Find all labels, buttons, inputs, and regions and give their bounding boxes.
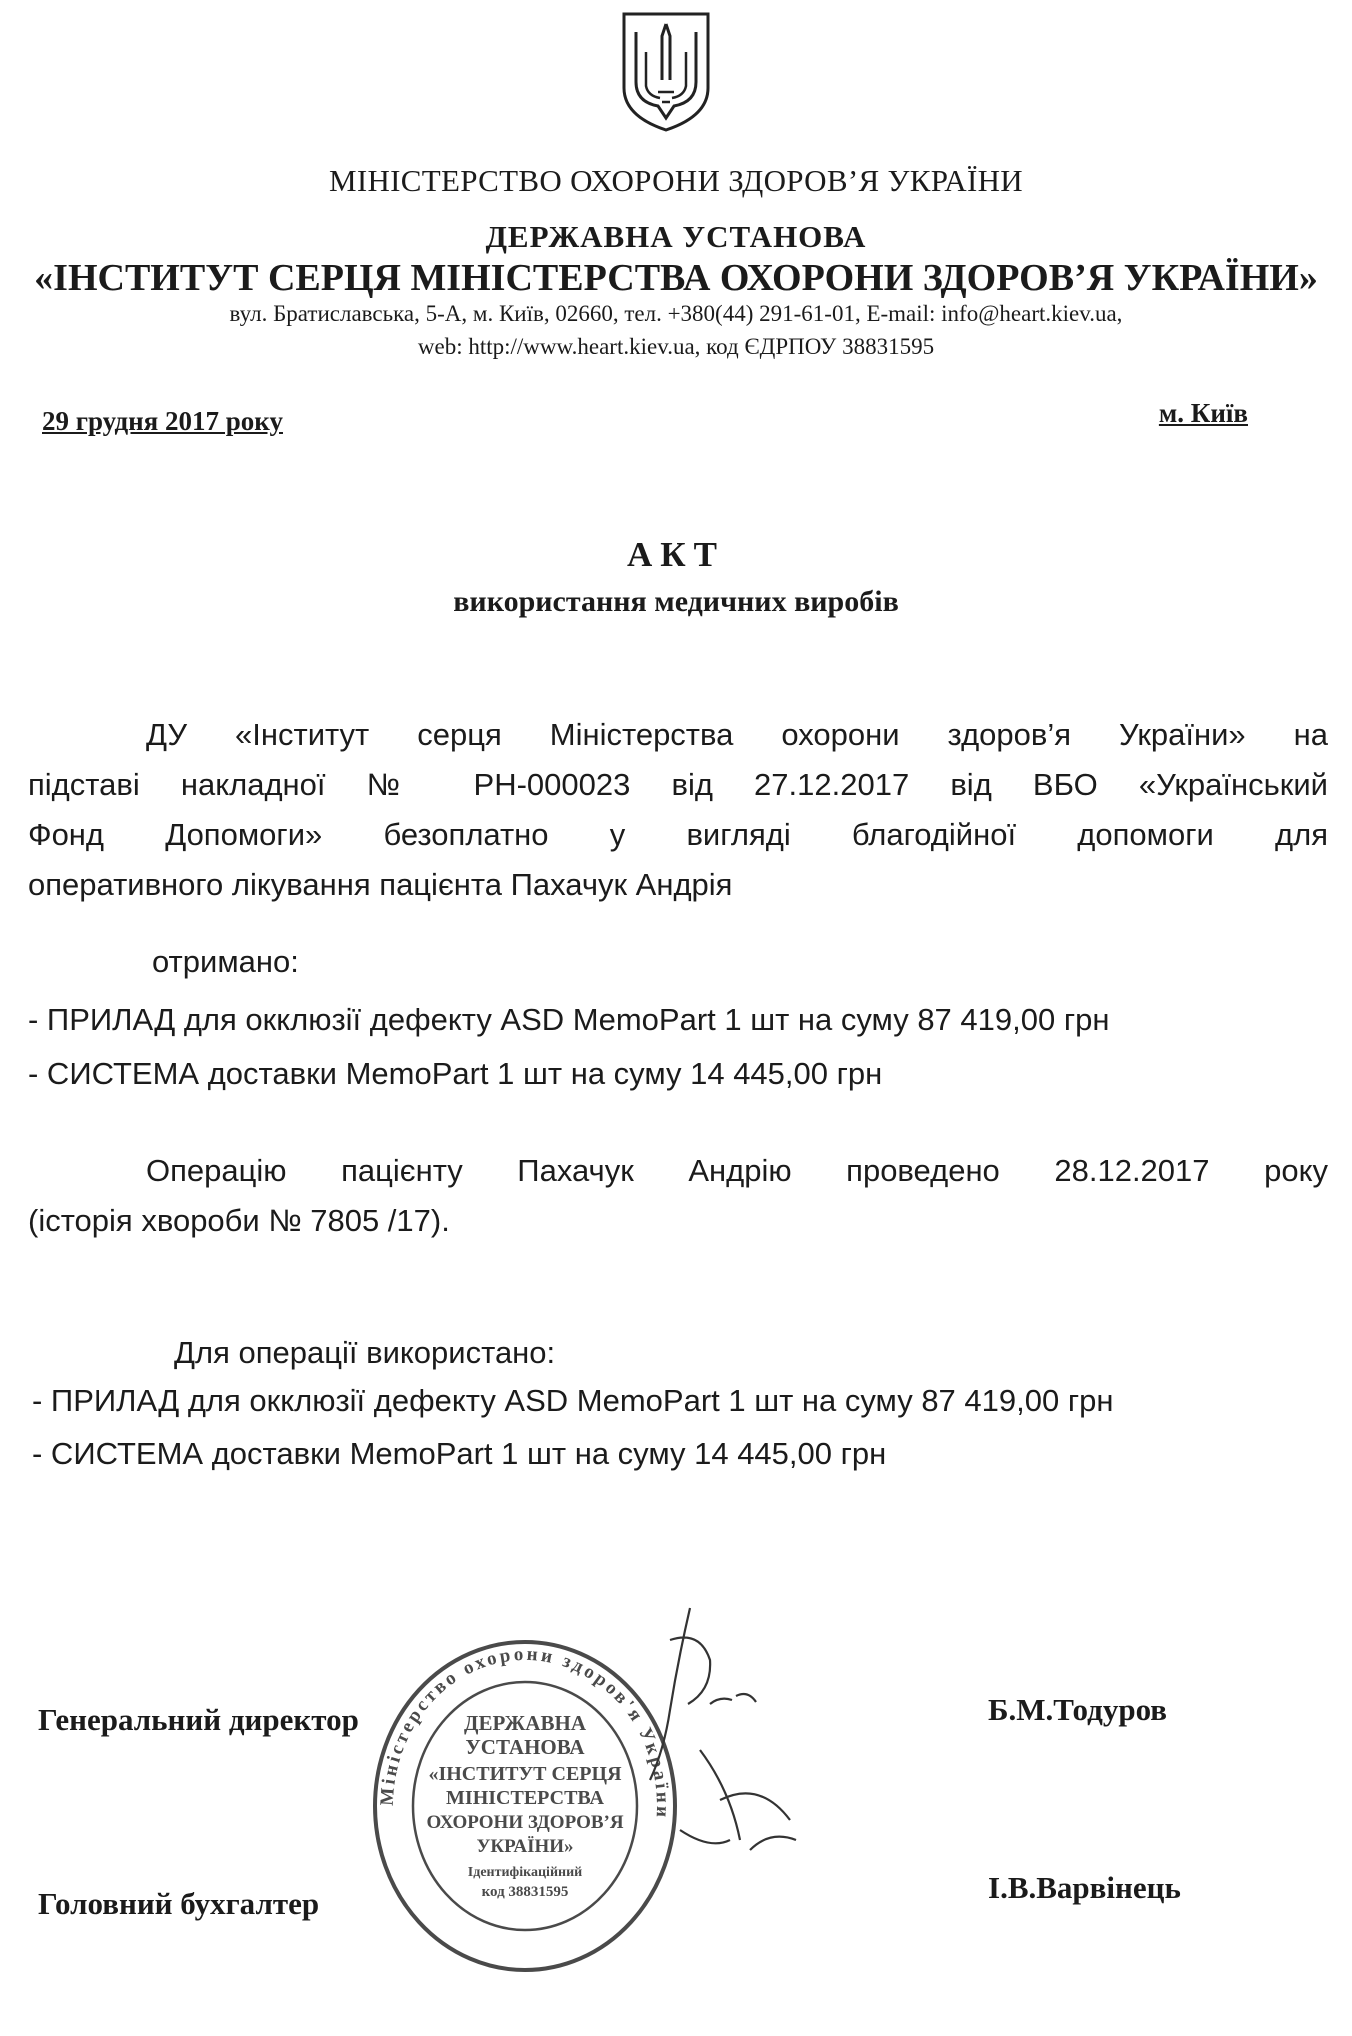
stamp-line: ОХОРОНИ ЗДОРОВ’Я <box>426 1812 624 1833</box>
stamp-line: код 38831595 <box>481 1884 569 1900</box>
stamp-line: МІНІСТЕРСТВА <box>446 1787 604 1809</box>
address-line-2: web: http://www.heart.kiev.ua, код ЄДРПОУ 38831595 <box>417 334 935 359</box>
act-subtitle: використання медичних виробів <box>453 585 899 618</box>
paragraph-line: (історія хвороби № 7805 /17). <box>28 1203 450 1238</box>
stamp-line: УКРАЇНИ» <box>476 1836 574 1857</box>
handwritten-signature <box>560 1600 800 1890</box>
act-title: АКТ <box>627 535 725 574</box>
director-name: Б.М.Тодуров <box>988 1692 1168 1727</box>
institute-name: «ІНСТИТУТ СЕРЦЯ МІНІСТЕРСТВА ОХОРОНИ ЗДОРОВ’Я УКРАЇНИ» <box>34 257 1318 299</box>
paragraph-operation <box>28 1146 1328 1246</box>
accountant-name: І.В.Варвінець <box>988 1870 1181 1905</box>
used-item: - ПРИЛАД для окклюзії дефекту ASD MemoPart 1 шт на суму 87 419,00 грн <box>32 1383 1114 1418</box>
used-item: - СИСТЕМА доставки MemoPart 1 шт на суму 14 445,00 грн <box>32 1436 887 1471</box>
stamp-line: ДЕРЖАВНА <box>464 1711 586 1735</box>
paragraph-line: Фонд Допомоги» безоплатно у вигляді благодійної допомоги для <box>28 817 1328 852</box>
document-date: 29 грудня 2017 року <box>42 406 283 436</box>
document-city: м. Київ <box>1158 398 1248 428</box>
stamp-ring-text: Міністерство охорони здоров'я України <box>376 1643 674 1821</box>
director-title: Генеральний директор <box>38 1702 359 1737</box>
received-item: - СИСТЕМА доставки MemoPart 1 шт на суму 14 445,00 грн <box>28 1056 883 1091</box>
address-line-1: вул. Братиславська, 5-А, м. Київ, 02660, тел. +380(44) 291-61-01, E-mail: info@heart.kiev.ua, <box>229 301 1123 326</box>
stamp-line: Ідентифікаційний <box>467 1865 583 1880</box>
paragraph-receipt <box>28 710 1328 910</box>
paragraph-line: оперативного лікування пацієнта Пахачук Андрія <box>28 867 733 902</box>
trident-coat-of-arms-icon <box>618 10 714 134</box>
ministry-name: МІНІСТЕРСТВО ОХОРОНИ ЗДОРОВ’Я УКРАЇНИ <box>329 163 1023 198</box>
state-institution: ДЕРЖАВНА УСТАНОВА <box>485 219 867 254</box>
paragraph-line: Операцію пацієнту Пахачук Андрію проведено 28.12.2017 року <box>146 1153 1328 1188</box>
used-label: Для операції використано: <box>174 1335 556 1370</box>
received-item: - ПРИЛАД для окклюзії дефекту ASD MemoPart 1 шт на суму 87 419,00 грн <box>28 1002 1110 1037</box>
accountant-title: Головний бухгалтер <box>38 1886 320 1921</box>
paragraph-line: ДУ «Інститут серця Міністерства охорони здоров’я України» на <box>146 717 1328 752</box>
paragraph-line: підставі накладної № РН-000023 від 27.12.2017 від ВБО «Український <box>28 767 1328 802</box>
stamp-line: УСТАНОВА <box>465 1735 585 1759</box>
received-label: отримано: <box>152 944 299 979</box>
stamp-line: «ІНСТИТУТ СЕРЦЯ <box>428 1763 622 1785</box>
